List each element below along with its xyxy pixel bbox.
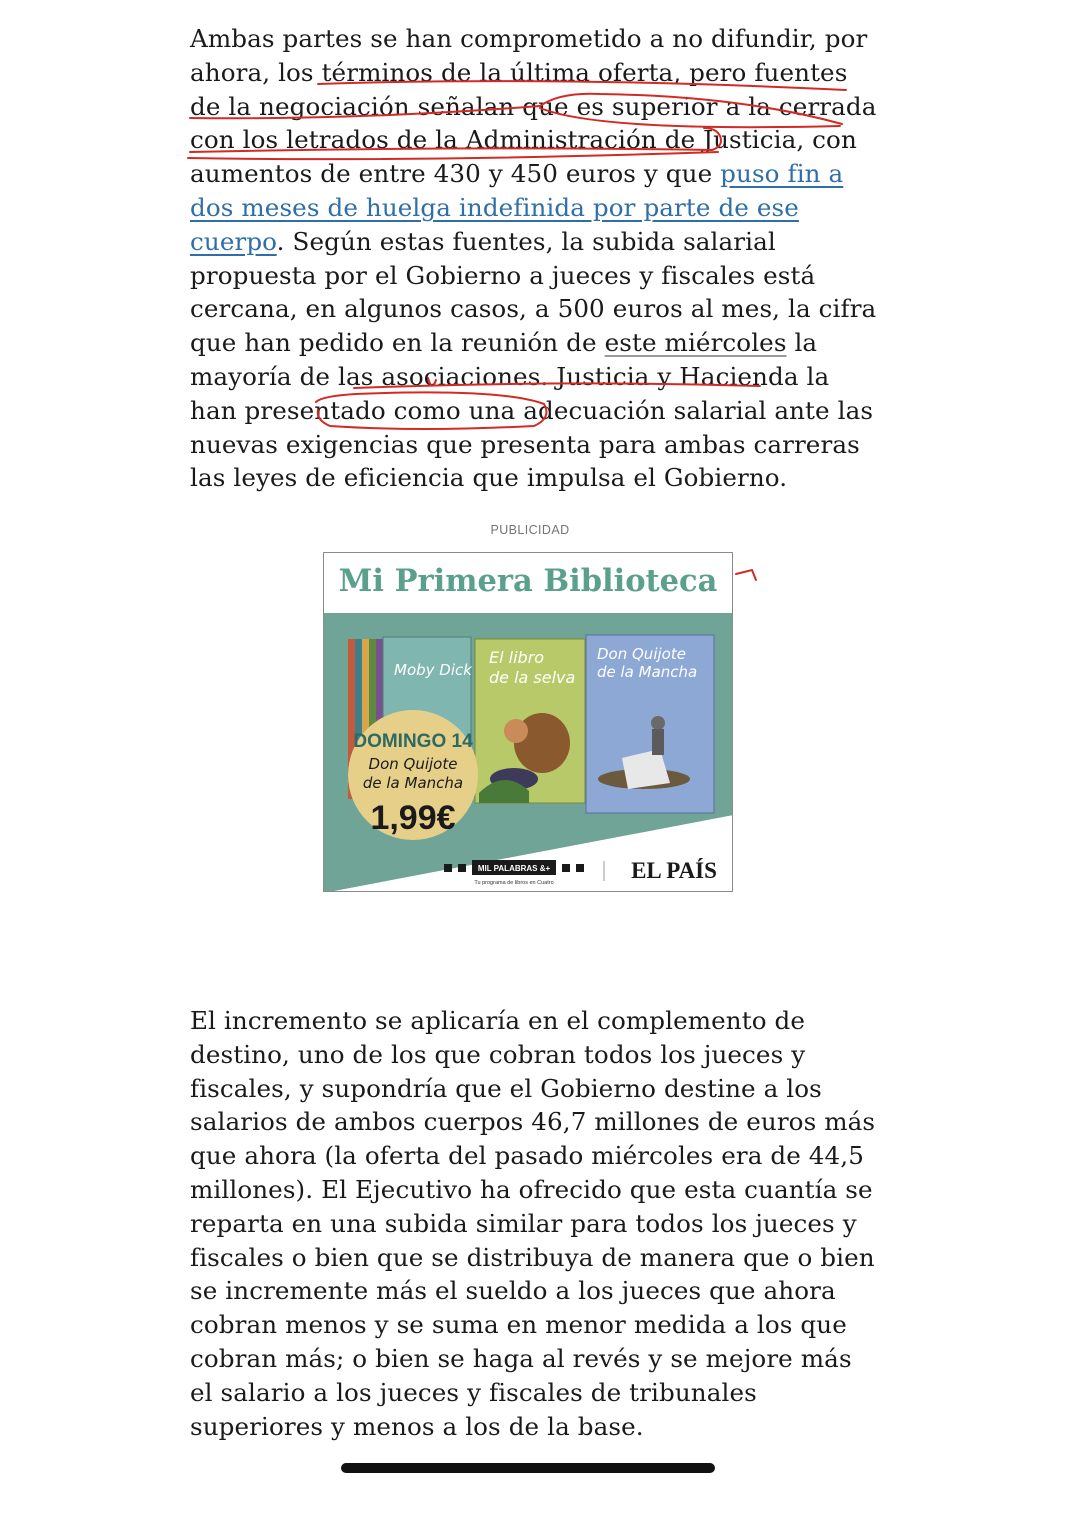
book-quijote-title-2: de la Mancha (597, 663, 698, 681)
article-link-este-miercoles[interactable]: este miércoles (604, 328, 787, 358)
home-indicator[interactable] (341, 1463, 715, 1473)
book-moby-dick-title: Moby Dick (394, 661, 472, 679)
paragraph-text: . Según estas fuentes, la subida salarial propuesta por el Gobierno a jueces y fiscales está cercana, en algunos casos, a 500 euros al mes, la cifra que han pedido en la reunión de (190, 226, 877, 358)
promo-price: 1,99€ (370, 799, 456, 837)
book-don-quijote (586, 635, 714, 813)
partner-name: MIL PALABRAS &+ (477, 864, 551, 873)
ad-title: Mi Primera Biblioteca (338, 563, 718, 599)
article-link-huelga[interactable]: puso fin a dos meses de huelga indefinida por parte de ese cuerpo (190, 159, 844, 256)
brand-el-pais: EL PAÍS (631, 858, 717, 883)
promo-title-1: Don Quijote (368, 755, 458, 773)
ad-illustration (324, 553, 733, 892)
book-quijote-title-1: Don Quijote (597, 645, 686, 663)
check-mark (736, 570, 756, 580)
paragraph-text: la mayoría de las asociaciones. Justicia y Hacienda la han presentado como una adecuación salarial ante las nuevas exigencias que presenta para ambas carreras las leyes de eficiencia que impulsa el Gobierno. (190, 328, 874, 493)
promo-badge (348, 710, 478, 840)
book-libro-selva (475, 639, 585, 803)
ad-banner[interactable] (323, 552, 733, 892)
article-paragraph-2: El incremento se aplicaría en el complemento de destino, uno de los que cobran todos los jueces y fiscales, y supondría que el Gobierno destine a los salarios de ambos cuerpos 46,7 millones de euros más que ahora (la oferta del pasado miércoles era de 44,5 millones). El Ejecutivo ha ofrecido que esta cuantía se reparta en una subida similar para todos los jueces y fiscales o bien que se distribuya de manera que o bien se incremente más el sueldo a los jueces que ahora cobran menos y se suma en menor medida a los que cobran más; o bien se haga al revés y se mejore más el salario a los jueces y fiscales de tribunales superiores y menos a los de la base. (190, 1006, 876, 1441)
ad-label: PUBLICIDAD (490, 523, 570, 537)
article-paragraph-1 (190, 22, 880, 495)
book-selva-title-2: de la selva (489, 668, 576, 687)
paragraph-text: Ambas partes se han comprometido a no difundir, por ahora, los términos de la última oferta, pero fuentes de la negociación señalan que es superior a la cerrada con los letrados de la Administración de Justicia, con aumentos de entre 430 y 450 euros y que (190, 24, 877, 189)
promo-day: DOMINGO 14 (353, 731, 473, 752)
partner-tagline: Tu programa de libros en Cuatro (474, 880, 554, 886)
promo-title-2: de la Mancha (362, 774, 464, 792)
book-selva-title-1: El libro (489, 648, 545, 667)
